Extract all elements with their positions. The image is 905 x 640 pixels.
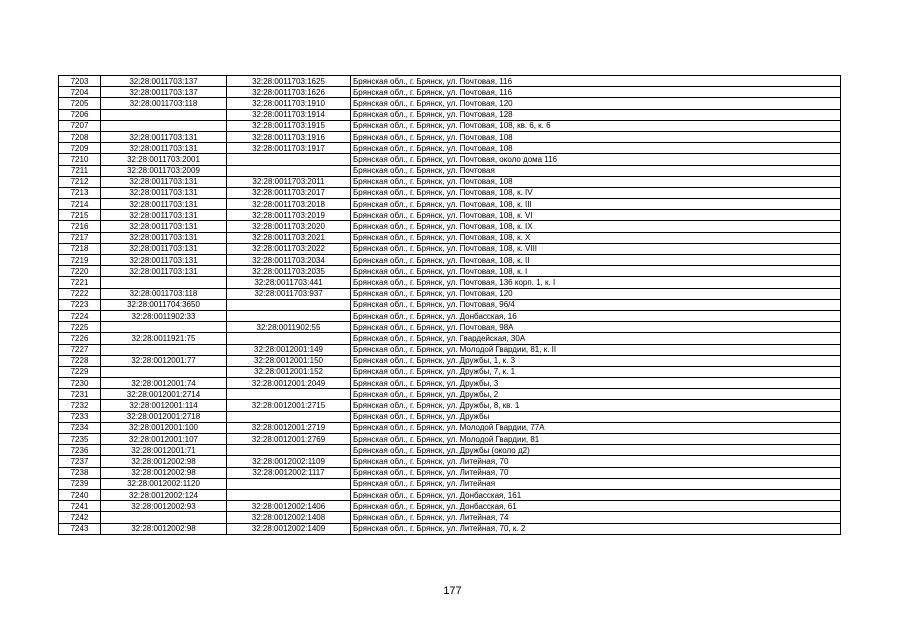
row-number-cell: 7205 <box>59 98 101 109</box>
object-number-cell: 32:28:0011703:2018 <box>227 199 351 210</box>
parcel-number-cell: 32:28:0011704:3650 <box>101 299 227 310</box>
parcel-number-cell <box>101 120 227 131</box>
address-cell: Брянская обл., г. Брянск, ул. Почтовая, 108, к. IV <box>351 187 841 198</box>
table-row <box>59 98 841 109</box>
parcel-number-cell: 32:28:0012002:98 <box>101 467 227 478</box>
address-cell: Брянская обл., г. Брянск, ул. Литейная, 70 <box>351 467 841 478</box>
parcel-number-cell: 32:28:0011703:131 <box>101 199 227 210</box>
address-cell: Брянская обл., г. Брянск, ул. Донбасская, 16 <box>351 310 841 321</box>
table-row <box>59 299 841 310</box>
table-row <box>59 165 841 176</box>
address-cell: Брянская обл., г. Брянск, ул. Почтовая, 108, к. X <box>351 232 841 243</box>
object-number-cell: 32:28:0012002:1409 <box>227 523 351 534</box>
parcel-number-cell <box>101 109 227 120</box>
row-number-cell: 7236 <box>59 445 101 456</box>
object-number-cell: 32:28:0011703:2022 <box>227 243 351 254</box>
parcel-number-cell: 32:28:0011703:131 <box>101 210 227 221</box>
object-number-cell <box>227 154 351 165</box>
table-row <box>59 378 841 389</box>
row-number-cell: 7240 <box>59 489 101 500</box>
address-cell: Брянская обл., г. Брянск, ул. Почтовая, около дома 116 <box>351 154 841 165</box>
address-cell: Брянская обл., г. Брянск, ул. Дружбы, 3 <box>351 378 841 389</box>
parcel-number-cell <box>101 344 227 355</box>
parcel-number-cell: 32:28:0011703:118 <box>101 288 227 299</box>
row-number-cell: 7237 <box>59 456 101 467</box>
object-number-cell: 32:28:0011902:55 <box>227 322 351 333</box>
address-cell: Брянская обл., г. Брянск, ул. Дружбы, 7, к. 1 <box>351 366 841 377</box>
object-number-cell: 32:28:0011703:1915 <box>227 120 351 131</box>
row-number-cell: 7204 <box>59 87 101 98</box>
row-number-cell: 7214 <box>59 199 101 210</box>
row-number-cell: 7243 <box>59 523 101 534</box>
object-number-cell: 32:28:0012001:149 <box>227 344 351 355</box>
row-number-cell: 7209 <box>59 143 101 154</box>
row-number-cell: 7241 <box>59 501 101 512</box>
object-number-cell <box>227 389 351 400</box>
table-row <box>59 478 841 489</box>
object-number-cell: 32:28:0011703:1917 <box>227 143 351 154</box>
table-row <box>59 489 841 500</box>
table-row <box>59 255 841 266</box>
parcel-number-cell: 32:28:0011703:137 <box>101 87 227 98</box>
address-cell: Брянская обл., г. Брянск, ул. Дружбы (около д2) <box>351 445 841 456</box>
object-number-cell: 32:28:0011703:2017 <box>227 187 351 198</box>
table-row <box>59 366 841 377</box>
address-cell: Брянская обл., г. Брянск, ул. Почтовая, 108, к. VIII <box>351 243 841 254</box>
parcel-number-cell: 32:28:0011703:131 <box>101 243 227 254</box>
address-cell: Брянская обл., г. Брянск, ул. Литейная <box>351 478 841 489</box>
table-row <box>59 232 841 243</box>
row-number-cell: 7212 <box>59 176 101 187</box>
object-number-cell: 32:28:0011703:937 <box>227 288 351 299</box>
row-number-cell: 7238 <box>59 467 101 478</box>
row-number-cell: 7206 <box>59 109 101 120</box>
row-number-cell: 7216 <box>59 221 101 232</box>
parcel-number-cell: 32:28:0011703:118 <box>101 98 227 109</box>
parcel-number-cell: 32:28:0012001:100 <box>101 422 227 433</box>
row-number-cell: 7223 <box>59 299 101 310</box>
parcel-number-cell: 32:28:0012002:1120 <box>101 478 227 489</box>
object-number-cell: 32:28:0012001:2049 <box>227 378 351 389</box>
object-number-cell <box>227 299 351 310</box>
parcel-number-cell: 32:28:0011703:131 <box>101 187 227 198</box>
parcel-number-cell: 32:28:0011703:2009 <box>101 165 227 176</box>
table-row <box>59 131 841 142</box>
row-number-cell: 7230 <box>59 378 101 389</box>
parcel-number-cell: 32:28:0012001:2714 <box>101 389 227 400</box>
object-number-cell: 32:28:0012001:2715 <box>227 400 351 411</box>
registry-table <box>58 75 841 535</box>
parcel-number-cell: 32:28:0011902:33 <box>101 310 227 321</box>
table-row <box>59 243 841 254</box>
table-row <box>59 434 841 445</box>
page-number: 177 <box>443 585 462 597</box>
address-cell: Брянская обл., г. Брянск, ул. Почтовая, 108, к. III <box>351 199 841 210</box>
address-cell: Брянская обл., г. Брянск, ул. Почтовая, 108, к. VI <box>351 210 841 221</box>
parcel-number-cell: 32:28:0012001:2718 <box>101 411 227 422</box>
parcel-number-cell: 32:28:0011703:137 <box>101 76 227 87</box>
row-number-cell: 7229 <box>59 366 101 377</box>
object-number-cell: 32:28:0012002:1408 <box>227 512 351 523</box>
table-row <box>59 422 841 433</box>
parcel-number-cell: 32:28:0011703:131 <box>101 176 227 187</box>
object-number-cell: 32:28:0011703:2019 <box>227 210 351 221</box>
object-number-cell: 32:28:0012001:2719 <box>227 422 351 433</box>
row-number-cell: 7235 <box>59 434 101 445</box>
object-number-cell: 32:28:0012001:152 <box>227 366 351 377</box>
row-number-cell: 7210 <box>59 154 101 165</box>
row-number-cell: 7215 <box>59 210 101 221</box>
object-number-cell <box>227 411 351 422</box>
object-number-cell <box>227 478 351 489</box>
address-cell: Брянская обл., г. Брянск, ул. Дружбы <box>351 411 841 422</box>
table-row <box>59 288 841 299</box>
address-cell: Брянская обл., г. Брянск, ул. Почтовая, 108 <box>351 131 841 142</box>
object-number-cell: 32:28:0012002:1117 <box>227 467 351 478</box>
address-cell: Брянская обл., г. Брянск, ул. Литейная, 70 <box>351 456 841 467</box>
parcel-number-cell: 32:28:0011703:131 <box>101 221 227 232</box>
table-row <box>59 523 841 534</box>
parcel-number-cell: 32:28:0012002:124 <box>101 489 227 500</box>
table-row <box>59 512 841 523</box>
address-cell: Брянская обл., г. Брянск, ул. Почтовая, 108, к. IX <box>351 221 841 232</box>
parcel-number-cell <box>101 322 227 333</box>
address-cell: Брянская обл., г. Брянск, ул. Молодой Гвардии, 81, к. II <box>351 344 841 355</box>
table-row <box>59 400 841 411</box>
parcel-number-cell: 32:28:0012002:98 <box>101 456 227 467</box>
row-number-cell: 7219 <box>59 255 101 266</box>
parcel-number-cell: 32:28:0011703:131 <box>101 131 227 142</box>
row-number-cell: 7211 <box>59 165 101 176</box>
table-row <box>59 411 841 422</box>
parcel-number-cell: 32:28:0012002:93 <box>101 501 227 512</box>
object-number-cell <box>227 445 351 456</box>
address-cell: Брянская обл., г. Брянск, ул. Почтовая, 108, кв. 6, к. 6 <box>351 120 841 131</box>
address-cell: Брянская обл., г. Брянск, ул. Почтовая, 108, к. I <box>351 266 841 277</box>
address-cell: Брянская обл., г. Брянск, ул. Почтовая, 128 <box>351 109 841 120</box>
table-row <box>59 277 841 288</box>
table-row <box>59 501 841 512</box>
object-number-cell: 32:28:0012001:2769 <box>227 434 351 445</box>
row-number-cell: 7227 <box>59 344 101 355</box>
row-number-cell: 7228 <box>59 355 101 366</box>
object-number-cell: 32:28:0011703:1910 <box>227 98 351 109</box>
row-number-cell: 7242 <box>59 512 101 523</box>
parcel-number-cell: 32:28:0011703:131 <box>101 255 227 266</box>
parcel-number-cell: 32:28:0011703:131 <box>101 266 227 277</box>
address-cell: Брянская обл., г. Брянск, ул. Гвардейская, 30А <box>351 333 841 344</box>
address-cell: Брянская обл., г. Брянск, ул. Почтовая, 108, к. II <box>351 255 841 266</box>
address-cell: Брянская обл., г. Брянск, ул. Дружбы, 8, кв. 1 <box>351 400 841 411</box>
object-number-cell: 32:28:0011703:1914 <box>227 109 351 120</box>
parcel-number-cell: 32:28:0012001:107 <box>101 434 227 445</box>
row-number-cell: 7208 <box>59 131 101 142</box>
registry-table-body <box>59 76 841 535</box>
address-cell: Брянская обл., г. Брянск, ул. Дружбы, 2 <box>351 389 841 400</box>
parcel-number-cell <box>101 366 227 377</box>
object-number-cell: 32:28:0012001:150 <box>227 355 351 366</box>
address-cell: Брянская обл., г. Брянск, ул. Донбасская, 161 <box>351 489 841 500</box>
table-row <box>59 187 841 198</box>
parcel-number-cell: 32:28:0012001:114 <box>101 400 227 411</box>
table-row <box>59 456 841 467</box>
address-cell: Брянская обл., г. Брянск, ул. Почтовая, 108 <box>351 143 841 154</box>
address-cell: Брянская обл., г. Брянск, ул. Дружбы, 1, к. 3 <box>351 355 841 366</box>
object-number-cell: 32:28:0011703:1916 <box>227 131 351 142</box>
table-row <box>59 467 841 478</box>
table-row <box>59 310 841 321</box>
object-number-cell <box>227 333 351 344</box>
object-number-cell: 32:28:0011703:2034 <box>227 255 351 266</box>
object-number-cell: 32:28:0011703:2020 <box>227 221 351 232</box>
row-number-cell: 7221 <box>59 277 101 288</box>
table-row <box>59 210 841 221</box>
parcel-number-cell <box>101 512 227 523</box>
address-cell: Брянская обл., г. Брянск, ул. Почтовая, 116 <box>351 76 841 87</box>
object-number-cell: 32:28:0012002:1109 <box>227 456 351 467</box>
parcel-number-cell: 32:28:0012001:71 <box>101 445 227 456</box>
row-number-cell: 7213 <box>59 187 101 198</box>
row-number-cell: 7220 <box>59 266 101 277</box>
row-number-cell: 7239 <box>59 478 101 489</box>
object-number-cell: 32:28:0011703:2011 <box>227 176 351 187</box>
address-cell: Брянская обл., г. Брянск, ул. Почтовая, 108 <box>351 176 841 187</box>
row-number-cell: 7234 <box>59 422 101 433</box>
address-cell: Брянская обл., г. Брянск, ул. Почтовая <box>351 165 841 176</box>
address-cell: Брянская обл., г. Брянск, ул. Литейная, 70, к. 2 <box>351 523 841 534</box>
address-cell: Брянская обл., г. Брянск, ул. Молодой Гвардии, 81 <box>351 434 841 445</box>
address-cell: Брянская обл., г. Брянск, ул. Донбасская, 61 <box>351 501 841 512</box>
table-row <box>59 344 841 355</box>
row-number-cell: 7231 <box>59 389 101 400</box>
object-number-cell <box>227 310 351 321</box>
row-number-cell: 7222 <box>59 288 101 299</box>
table-row <box>59 355 841 366</box>
table-row <box>59 176 841 187</box>
table-row <box>59 322 841 333</box>
parcel-number-cell: 32:28:0011703:2001 <box>101 154 227 165</box>
address-cell: Брянская обл., г. Брянск, ул. Почтовая, 96/4 <box>351 299 841 310</box>
table-row <box>59 445 841 456</box>
table-row <box>59 333 841 344</box>
row-number-cell: 7233 <box>59 411 101 422</box>
object-number-cell: 32:28:0011703:2021 <box>227 232 351 243</box>
table-row <box>59 87 841 98</box>
parcel-number-cell <box>101 277 227 288</box>
object-number-cell: 32:28:0011703:1625 <box>227 76 351 87</box>
parcel-number-cell: 32:28:0012002:98 <box>101 523 227 534</box>
row-number-cell: 7207 <box>59 120 101 131</box>
parcel-number-cell: 32:28:0011921:75 <box>101 333 227 344</box>
row-number-cell: 7224 <box>59 310 101 321</box>
row-number-cell: 7218 <box>59 243 101 254</box>
address-cell: Брянская обл., г. Брянск, ул. Почтовая, 120 <box>351 288 841 299</box>
table-row <box>59 120 841 131</box>
table-row <box>59 389 841 400</box>
address-cell: Брянская обл., г. Брянск, ул. Молодой Гвардии, 77А <box>351 422 841 433</box>
address-cell: Брянская обл., г. Брянск, ул. Почтовая, 116 <box>351 87 841 98</box>
parcel-number-cell: 32:28:0011703:131 <box>101 232 227 243</box>
object-number-cell: 32:28:0011703:1626 <box>227 87 351 98</box>
row-number-cell: 7225 <box>59 322 101 333</box>
object-number-cell: 32:28:0011703:441 <box>227 277 351 288</box>
table-row <box>59 109 841 120</box>
table-row <box>59 143 841 154</box>
address-cell: Брянская обл., г. Брянск, ул. Почтовая, 98А <box>351 322 841 333</box>
address-cell: Брянская обл., г. Брянск, ул. Почтовая, 136 корп. 1, к. I <box>351 277 841 288</box>
row-number-cell: 7226 <box>59 333 101 344</box>
table-row <box>59 199 841 210</box>
row-number-cell: 7232 <box>59 400 101 411</box>
table-row <box>59 76 841 87</box>
table-row <box>59 221 841 232</box>
object-number-cell <box>227 489 351 500</box>
address-cell: Брянская обл., г. Брянск, ул. Литейная, 74 <box>351 512 841 523</box>
row-number-cell: 7203 <box>59 76 101 87</box>
parcel-number-cell: 32:28:0011703:131 <box>101 143 227 154</box>
table-row <box>59 266 841 277</box>
address-cell: Брянская обл., г. Брянск, ул. Почтовая, 120 <box>351 98 841 109</box>
parcel-number-cell: 32:28:0012001:74 <box>101 378 227 389</box>
object-number-cell: 32:28:0011703:2035 <box>227 266 351 277</box>
parcel-number-cell: 32:28:0012001:77 <box>101 355 227 366</box>
object-number-cell <box>227 165 351 176</box>
object-number-cell: 32:28:0012002:1406 <box>227 501 351 512</box>
table-row <box>59 154 841 165</box>
row-number-cell: 7217 <box>59 232 101 243</box>
